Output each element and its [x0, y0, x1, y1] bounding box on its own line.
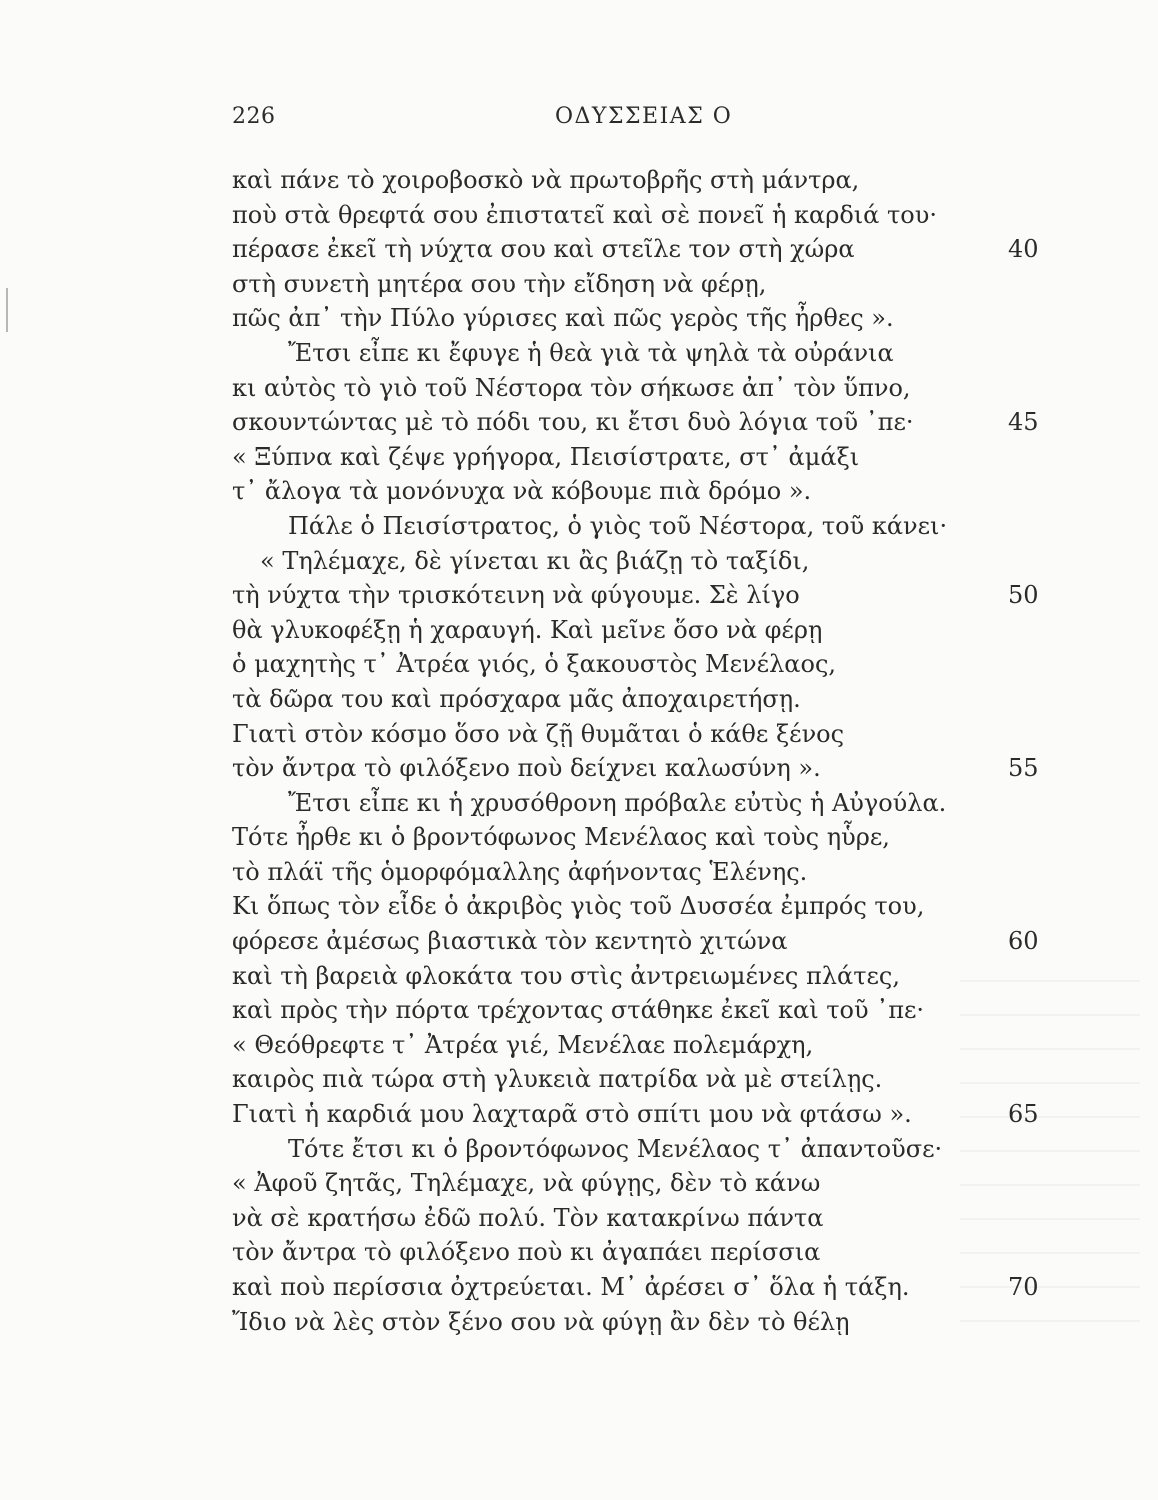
- verse-line: [0, 1270, 1158, 1305]
- line-number: 50: [1008, 581, 1039, 610]
- verse-line: [0, 371, 1158, 406]
- verse-text: Ἴδιο νὰ λὲς στὸν ξένο σου νὰ φύγῃ ἂν δὲν τὸ θέλῃ: [232, 1307, 850, 1336]
- verse-line: [0, 1132, 1158, 1167]
- verse-line: [0, 751, 1158, 786]
- verse-line: [0, 336, 1158, 371]
- verse-line: [0, 163, 1158, 198]
- verse-text: « Τηλέμαχε, δὲ γίνεται κι ἂς βιάζῃ τὸ ταξίδι,: [260, 546, 810, 575]
- verse-line: [0, 1305, 1158, 1340]
- verse-line: [0, 198, 1158, 233]
- verse-text: τὸν ἄντρα τὸ φιλόξενο ποὺ κι ἀγαπάει περίσσια: [232, 1238, 821, 1267]
- verse-text: ὁ μαχητὴς τ᾽ Ἀτρέα γιός, ὁ ξακουστὸς Μενέλαος,: [232, 650, 837, 679]
- verse-text: καὶ τὴ βαρειὰ φλοκάτα του στὶς ἀντρειωμένες πλάτες,: [232, 961, 900, 990]
- verse-text: Τότε ἦρθε κι ὁ βροντόφωνος Μενέλαος καὶ τοὺς ηὗρε,: [232, 823, 890, 852]
- verse-line: [0, 1166, 1158, 1201]
- verse-line: [0, 959, 1158, 994]
- verse-text: τ᾽ ἄλογα τὰ μονόνυχα νὰ κόβουμε πιὰ δρόμο ».: [232, 477, 812, 506]
- verse-line: [0, 232, 1158, 267]
- verse-text: Γιατὶ στὸν κόσμο ὅσο νὰ ζῇ θυμᾶται ὁ κάθε ξένος: [232, 719, 845, 748]
- verse-text: στὴ συνετὴ μητέρα σου τὴν εἴδηση νὰ φέρῃ,: [232, 269, 767, 298]
- verse-text: καιρὸς πιὰ τώρα στὴ γλυκειὰ πατρίδα νὰ μὲ στείλῃς.: [232, 1065, 883, 1094]
- verse-line: [0, 613, 1158, 648]
- line-number: 40: [1008, 235, 1039, 264]
- verse-line: [0, 474, 1158, 509]
- verse-text: πῶς ἀπ᾽ τὴν Πύλο γύρισες καὶ πῶς γερὸς τῆς ἦρθες ».: [232, 304, 894, 333]
- verse-text: « Θεόθρεφτε τ᾽ Ἀτρέα γιέ, Μενέλαε πολεμάρχη,: [232, 1030, 814, 1059]
- page-header: [0, 104, 1158, 140]
- verse-text: Γιατὶ ἡ καρδιά μου λαχταρᾶ στὸ σπίτι μου νὰ φτάσω ».: [232, 1100, 912, 1129]
- verse-line: [0, 578, 1158, 613]
- page-number: 226: [232, 104, 276, 129]
- verse-text: πέρασε ἐκεῖ τὴ νύχτα σου καὶ στεῖλε τον στὴ χώρα: [232, 235, 855, 264]
- verse-text: Πάλε ὁ Πεισίστρατος, ὁ γιὸς τοῦ Νέστορα, τοῦ κάνει·: [288, 511, 948, 540]
- verse-text: Ἔτσι εἶπε κι ἡ χρυσόθρονη πρόβαλε εὐτὺς ἡ Αὐγούλα.: [288, 788, 947, 817]
- line-number: 65: [1008, 1100, 1039, 1129]
- verse-line: [0, 509, 1158, 544]
- verse-line: [0, 993, 1158, 1028]
- verse-line: [0, 1028, 1158, 1063]
- verse-line: [0, 647, 1158, 682]
- verse-text: τὸ πλάϊ τῆς ὁμορφόμαλλης ἀφήνοντας Ἑλένης.: [232, 857, 808, 886]
- verse-text: καὶ ποὺ περίσσια ὀχτρεύεται. Μ᾽ ἀρέσει σ᾽ ὅλα ἡ τάξη.: [232, 1273, 910, 1301]
- verse-line: [0, 786, 1158, 821]
- verse-text: τὴ νύχτα τὴν τρισκότεινη νὰ φύγουμε. Σὲ λίγο: [232, 581, 800, 610]
- verse-text: Ἔτσι εἶπε κι ἔφυγε ἡ θεὰ γιὰ τὰ ψηλὰ τὰ οὐράνια: [288, 338, 894, 367]
- verse-line: [0, 440, 1158, 475]
- verse-text: κι αὐτὸς τὸ γιὸ τοῦ Νέστορα τὸν σήκωσε ἀπ᾽ τὸν ὕπνο,: [232, 373, 911, 402]
- verse-text: Τότε ἔτσι κι ὁ βροντόφωνος Μενέλαος τ᾽ ἀπαντοῦσε·: [288, 1134, 943, 1163]
- verse-text: νὰ σὲ κρατήσω ἐδῶ πολύ. Τὸν κατακρίνω πάντα: [232, 1203, 824, 1232]
- verse-text: σκουντώντας μὲ τὸ πόδι του, κι ἔτσι δυὸ λόγια τοῦ ᾽πε·: [232, 408, 914, 437]
- verse-line: [0, 1235, 1158, 1270]
- verse-text: Κι ὅπως τὸν εἶδε ὁ ἀκριβὸς γιὸς τοῦ Δυσσέα ἐμπρός του,: [232, 892, 925, 921]
- verse-line: [0, 1097, 1158, 1132]
- verse-text: φόρεσε ἀμέσως βιαστικὰ τὸν κεντητὸ χιτώνα: [232, 927, 788, 956]
- verse-text: τὸν ἄντρα τὸ φιλόξενο ποὺ δείχνει καλωσύνη ».: [232, 754, 821, 783]
- running-title: ΟΔΥΣΣΕΙΑΣ Ο: [555, 104, 733, 129]
- verse-text: καὶ πρὸς τὴν πόρτα τρέχοντας στάθηκε ἐκεῖ καὶ τοῦ ᾽πε·: [232, 996, 925, 1025]
- poem-body: [0, 163, 1158, 1339]
- verse-line: [0, 405, 1158, 440]
- line-number: 70: [1008, 1273, 1039, 1301]
- verse-line: [0, 267, 1158, 302]
- verse-line: [0, 301, 1158, 336]
- verse-line: [0, 820, 1158, 855]
- verse-line: [0, 1062, 1158, 1097]
- verse-text: « Ξύπνα καὶ ζέψε γρήγορα, Πεισίστρατε, στ᾽ ἀμάξι: [232, 442, 860, 471]
- line-number: 60: [1008, 927, 1039, 956]
- verse-line: [0, 924, 1158, 959]
- verse-line: [0, 544, 1158, 579]
- verse-text: « Ἀφοῦ ζητᾶς, Τηλέμαχε, νὰ φύγῃς, δὲν τὸ κάνω: [232, 1169, 821, 1198]
- line-number: 45: [1008, 408, 1039, 437]
- verse-line: [0, 682, 1158, 717]
- verse-text: τὰ δῶρα του καὶ πρόσχαρα μᾶς ἀποχαιρετήσῃ.: [232, 684, 801, 713]
- line-number: 55: [1008, 754, 1039, 783]
- verse-text: ποὺ στὰ θρεφτά σου ἐπιστατεῖ καὶ σὲ πονεῖ ἡ καρδιά του·: [232, 200, 937, 229]
- verse-text: θὰ γλυκοφέξῃ ἡ χαραυγή. Καὶ μεῖνε ὅσο νὰ φέρῃ: [232, 615, 823, 644]
- verse-line: [0, 855, 1158, 890]
- verse-line: [0, 1201, 1158, 1236]
- verse-line: [0, 717, 1158, 752]
- verse-line: [0, 889, 1158, 924]
- verse-text: καὶ πάνε τὸ χοιροβοσκὸ νὰ πρωτοβρῆς στὴ μάντρα,: [232, 166, 860, 194]
